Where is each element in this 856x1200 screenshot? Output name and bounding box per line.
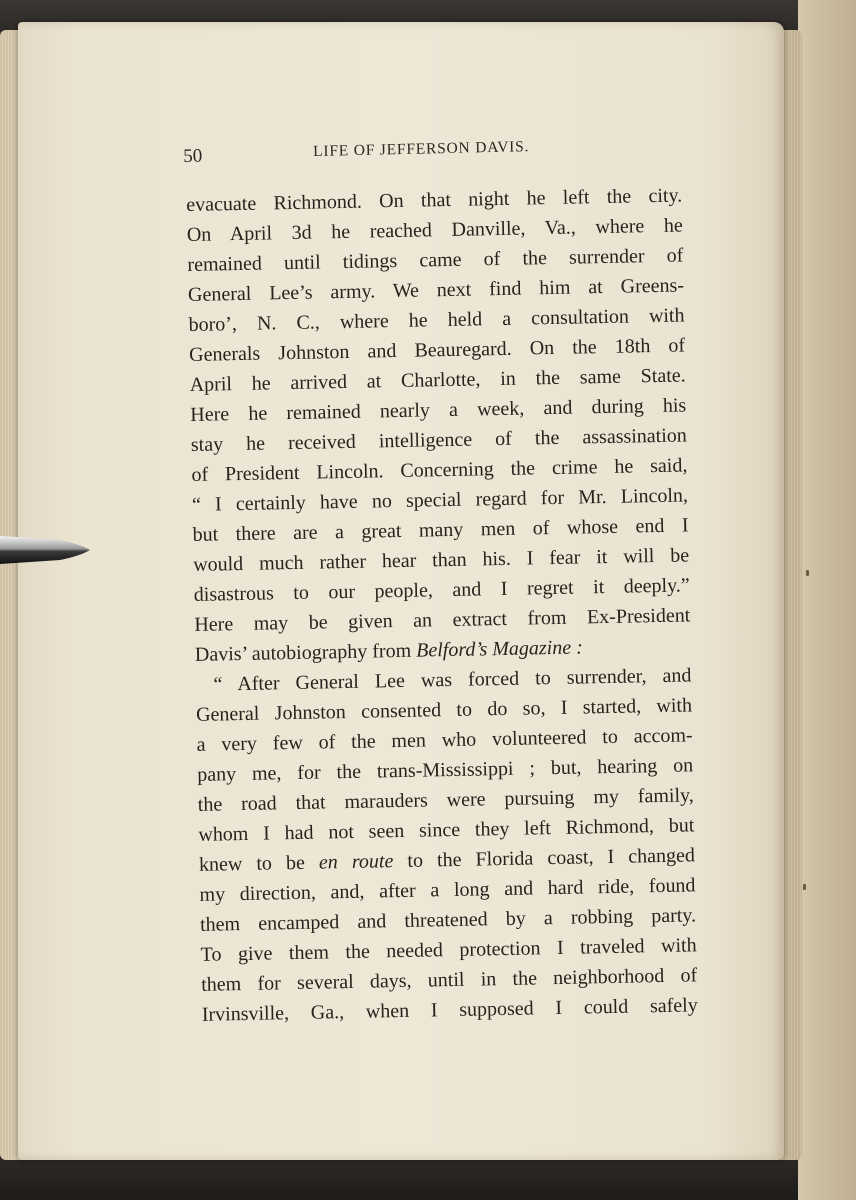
text-line: disastrous to our people, and I regret it deeply.” xyxy=(193,574,690,606)
text-line: of President Lincoln. Concerning the crime he said, xyxy=(191,454,688,486)
text-run: knew to be xyxy=(198,851,320,876)
text-run: Davis’ autobiography from xyxy=(194,639,417,666)
book-cover-edge xyxy=(798,0,856,1200)
text-line: Here may be given an extract from Ex-President xyxy=(194,604,691,636)
text-line: Here he remained nearly a week, and during his xyxy=(190,394,687,426)
quote-line: Irvinsville, Ga., when I supposed I could safely xyxy=(201,994,698,1026)
text-line: On April 3d he reached Danville, Va., where he xyxy=(186,214,683,246)
text-run: to the Florida coast, I changed xyxy=(393,844,696,873)
text-line: remained until tidings came of the surrender of xyxy=(187,244,684,276)
text-line: April he arrived at Charlotte, in the same State. xyxy=(189,364,686,396)
page-number: 50 xyxy=(183,145,203,167)
italic-phrase: en route xyxy=(318,850,394,874)
text-line: evacuate Richmond. On that night he left the city. xyxy=(186,184,683,216)
quote-line: General Johnston consented to do so, I started, with xyxy=(195,694,693,726)
text-line: “ I certainly have no special regard for Mr. Lincoln, xyxy=(191,484,689,516)
text-line: boro’, N. C., where he held a consultation with xyxy=(188,304,685,336)
text-line: stay he received intelligence of the assassination xyxy=(190,424,688,456)
quote-line: them for several days, until in the neighborhood of xyxy=(201,964,698,996)
text-line: but there are a great many men of whose end I xyxy=(192,514,689,546)
running-head-title: LIFE OF JEFFERSON DAVIS. xyxy=(312,138,530,161)
pointer-tool-icon xyxy=(0,530,90,570)
paper-speck xyxy=(803,884,806,890)
body-text xyxy=(186,180,698,1029)
quote-line: whom I had not seen since they left Richmond, but xyxy=(198,814,695,846)
text-line: Generals Johnston and Beauregard. On the 18th of xyxy=(188,334,686,366)
text-line: General Lee’s army. We next find him at Greens- xyxy=(187,274,685,306)
paper-speck xyxy=(806,570,809,576)
quote-line: the road that marauders were pursuing my family, xyxy=(197,784,694,816)
quote-line: my direction, and, after a long and hard ride, found xyxy=(199,874,696,906)
quote-line: pany me, for the trans-Mississippi ; but, hearing on xyxy=(197,754,694,786)
magazine-title: Belford’s Magazine : xyxy=(415,636,583,662)
text-line: would much rather hear than his. I fear it will be xyxy=(192,544,690,576)
quote-line: a very few of the men who volunteered to accom- xyxy=(196,724,693,756)
quote-line: “ After General Lee was forced to surrender, and xyxy=(213,664,692,696)
quote-line: To give them the needed protection I traveled with xyxy=(200,934,697,966)
quote-line: them encamped and threatened by a robbing party. xyxy=(199,904,697,936)
